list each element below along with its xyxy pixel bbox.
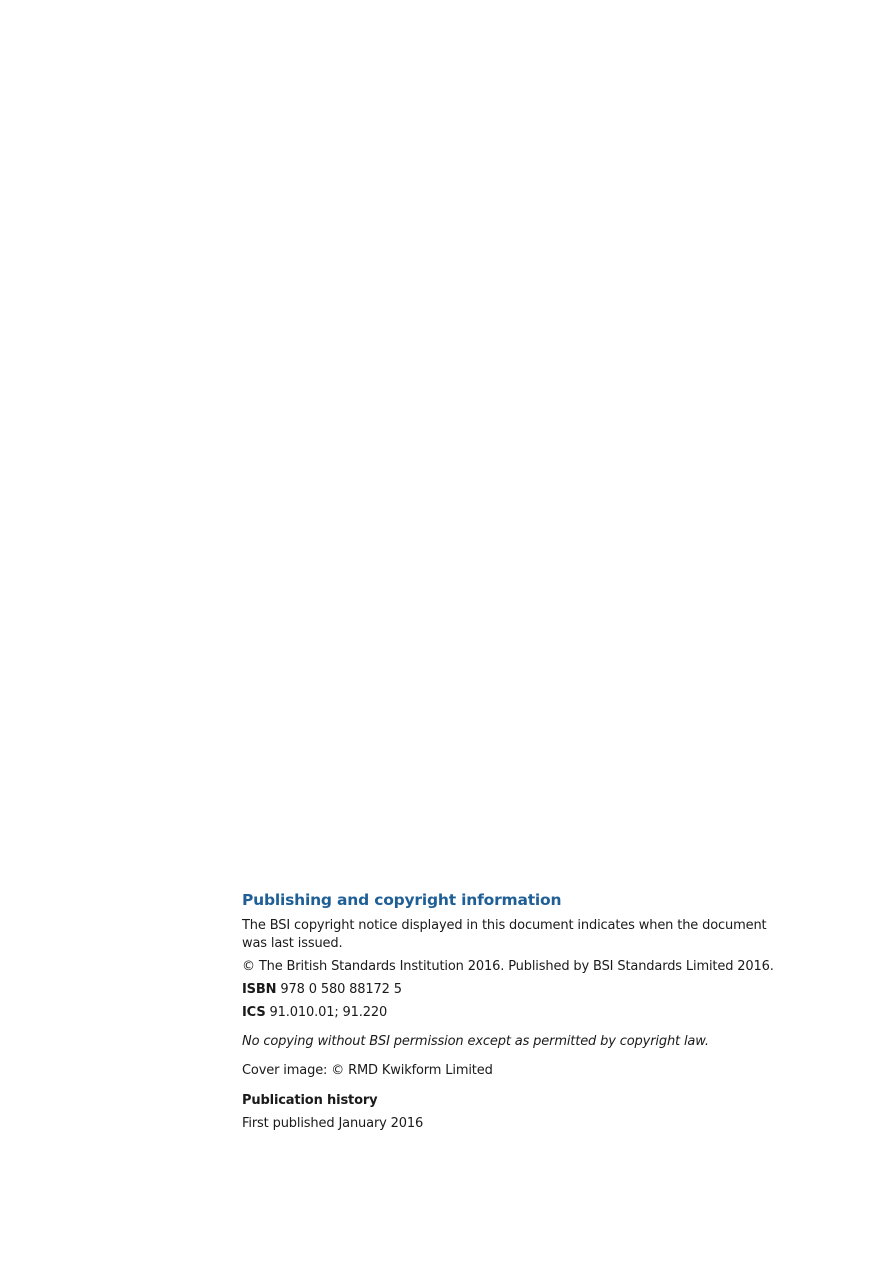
- isbn-value: 978 0 580 88172 5: [280, 982, 402, 997]
- isbn-line: [242, 981, 782, 999]
- copyright-statement: © The British Standards Institution 2016. Published by BSI Standards Limited 2016.: [242, 959, 774, 974]
- publication-history-entry: First published January 2016: [242, 1116, 424, 1131]
- publishing-info-block: [242, 889, 782, 1138]
- copyright-notice-text: The BSI copyright notice displayed in this document indicates when the document was last issued.: [242, 918, 767, 951]
- no-copying-notice: No copying without BSI permission except as permitted by copyright law.: [242, 1034, 709, 1049]
- publication-history-heading: Publication history: [242, 1093, 378, 1108]
- ics-line: [242, 1004, 782, 1022]
- ics-label: ICS: [242, 1005, 266, 1020]
- ics-value: 91.010.01; 91.220: [269, 1005, 388, 1020]
- section-heading: Publishing and copyright information: [242, 891, 562, 909]
- isbn-label: ISBN: [242, 982, 277, 997]
- cover-image-credit: Cover image: © RMD Kwikform Limited: [242, 1063, 493, 1078]
